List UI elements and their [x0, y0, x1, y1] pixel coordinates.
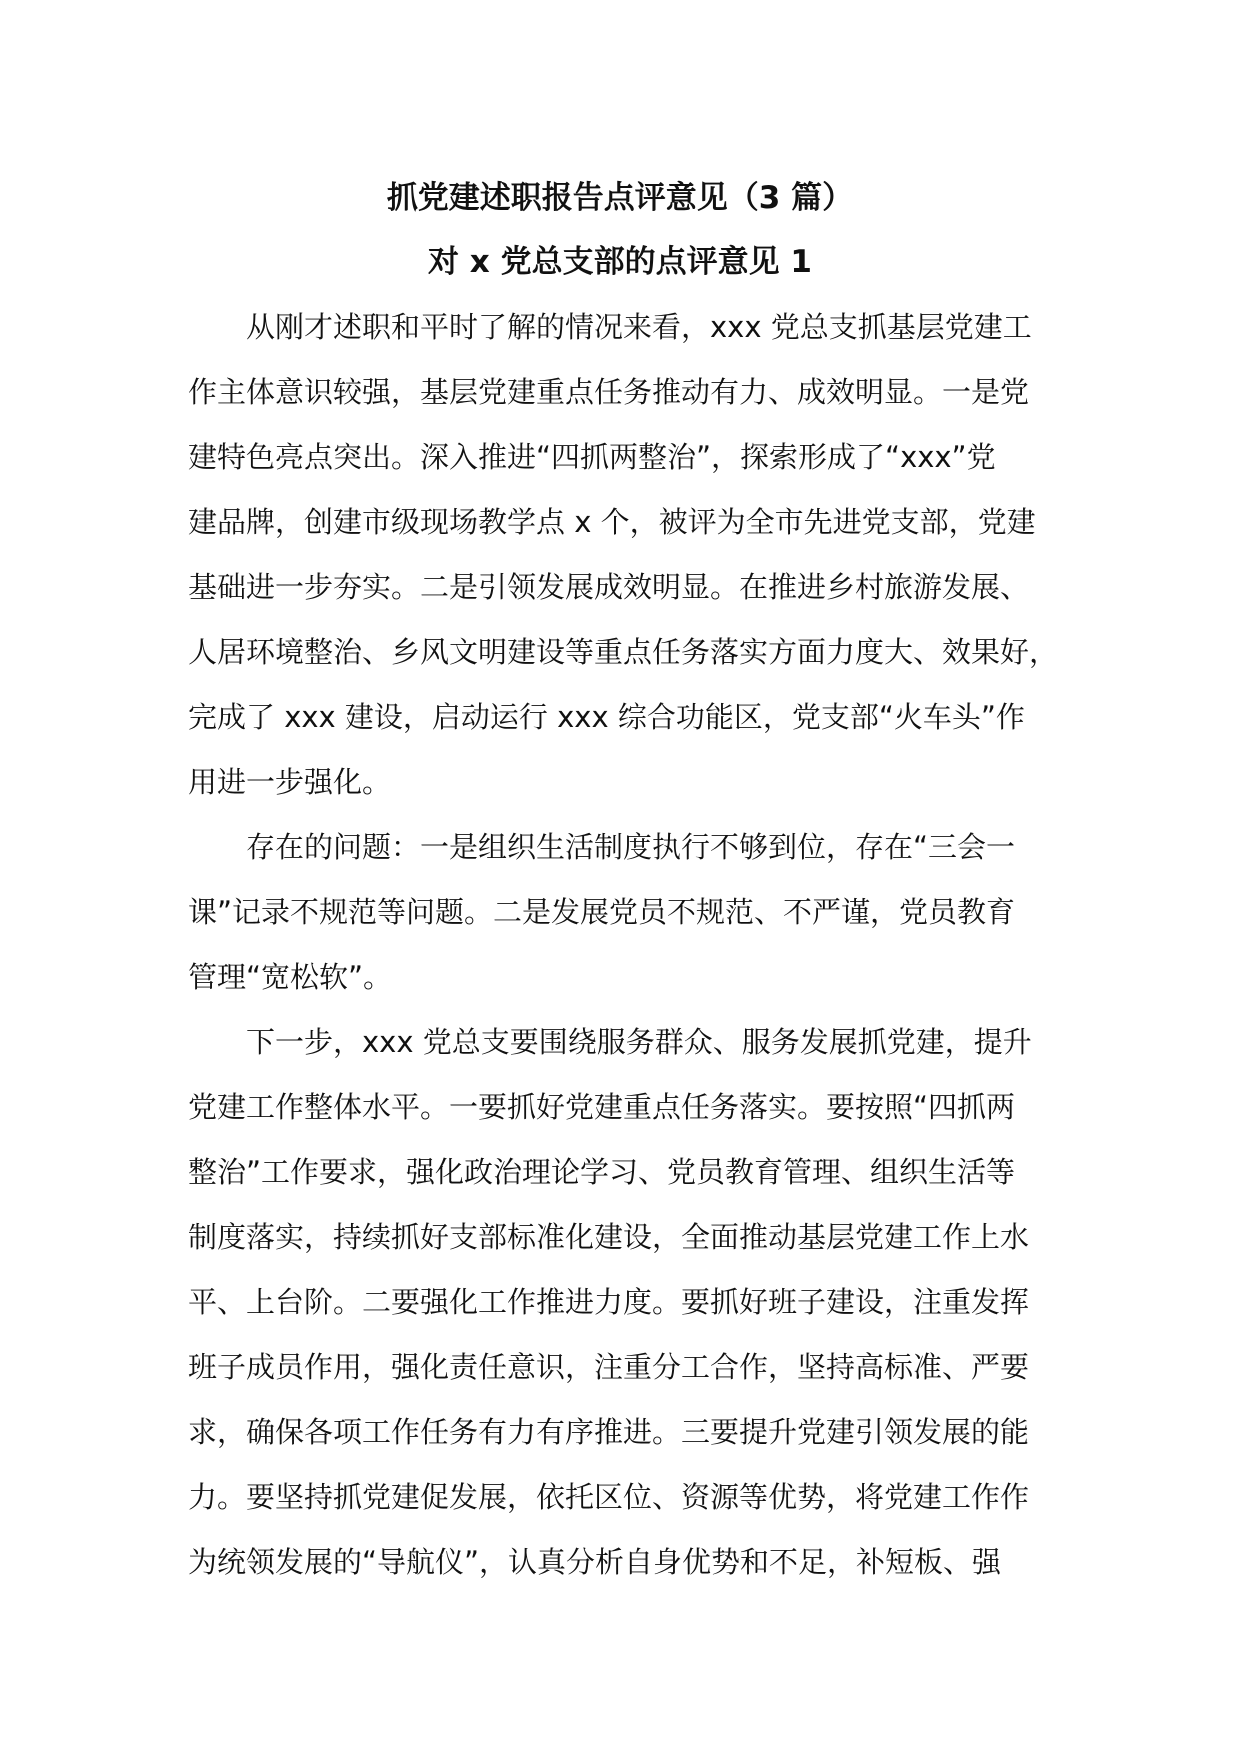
text-line: 作主体意识较强，基层党建重点任务推动有力、成效明显。一是党 [188, 375, 1030, 409]
text-line: 建品牌，创建市级现场教学点 x 个，被评为全市先进党支部，党建 [188, 505, 1036, 539]
text-line: 用进一步强化。 [188, 765, 392, 799]
body-text [188, 306, 1088, 1606]
text-line: 建特色亮点突出。深入推进“四抓两整治”，探索形成了“xxx”党 [188, 440, 996, 474]
text-line: 求，确保各项工作任务有力有序推进。三要提升党建引领发展的能 [188, 1415, 1030, 1449]
text-line: 班子成员作用，强化责任意识，注重分工合作，坚持高标准、严要 [188, 1350, 1030, 1384]
document-title: 抓党建述职报告点评意见（3 篇） [386, 180, 854, 216]
text-line: 管理“宽松软”。 [188, 960, 393, 994]
text-line: 制度落实，持续抓好支部标准化建设，全面推动基层党建工作上水 [188, 1220, 1030, 1254]
text-line: 完成了 xxx 建设，启动运行 xxx 综合功能区，党支部“火车头”作 [188, 700, 1025, 734]
text-line: 下一步，xxx 党总支要围绕服务群众、服务发展抓党建，提升 [246, 1025, 1032, 1059]
text-line: 基础进一步夯实。二是引领发展成效明显。在推进乡村旅游发展、 [188, 570, 1030, 604]
text-line: 存在的问题：一是组织生活制度执行不够到位，存在“三会一 [246, 830, 1016, 864]
text-line: 整治”工作要求，强化政治理论学习、党员教育管理、组织生活等 [188, 1155, 1016, 1189]
text-line: 为统领发展的“导航仪”，认真分析自身优势和不足，补短板、强 [188, 1545, 1002, 1579]
text-line: 人居环境整治、乡风文明建设等重点任务落实方面力度大、效果好， [188, 635, 1059, 669]
text-line: 课”记录不规范等问题。二是发展党员不规范、不严谨，党员教育 [188, 895, 1016, 929]
text-line: 力。要坚持抓党建促发展，依托区位、资源等优势，将党建工作作 [188, 1480, 1030, 1514]
text-line: 从刚才述职和平时了解的情况来看，xxx 党总支抓基层党建工 [246, 310, 1032, 344]
section-title: 对 x 党总支部的点评意见 1 [428, 244, 812, 280]
text-line: 党建工作整体水平。一要抓好党建重点任务落实。要按照“四抓两 [188, 1090, 1016, 1124]
text-line: 平、上台阶。二要强化工作推进力度。要抓好班子建设，注重发挥 [188, 1285, 1030, 1319]
